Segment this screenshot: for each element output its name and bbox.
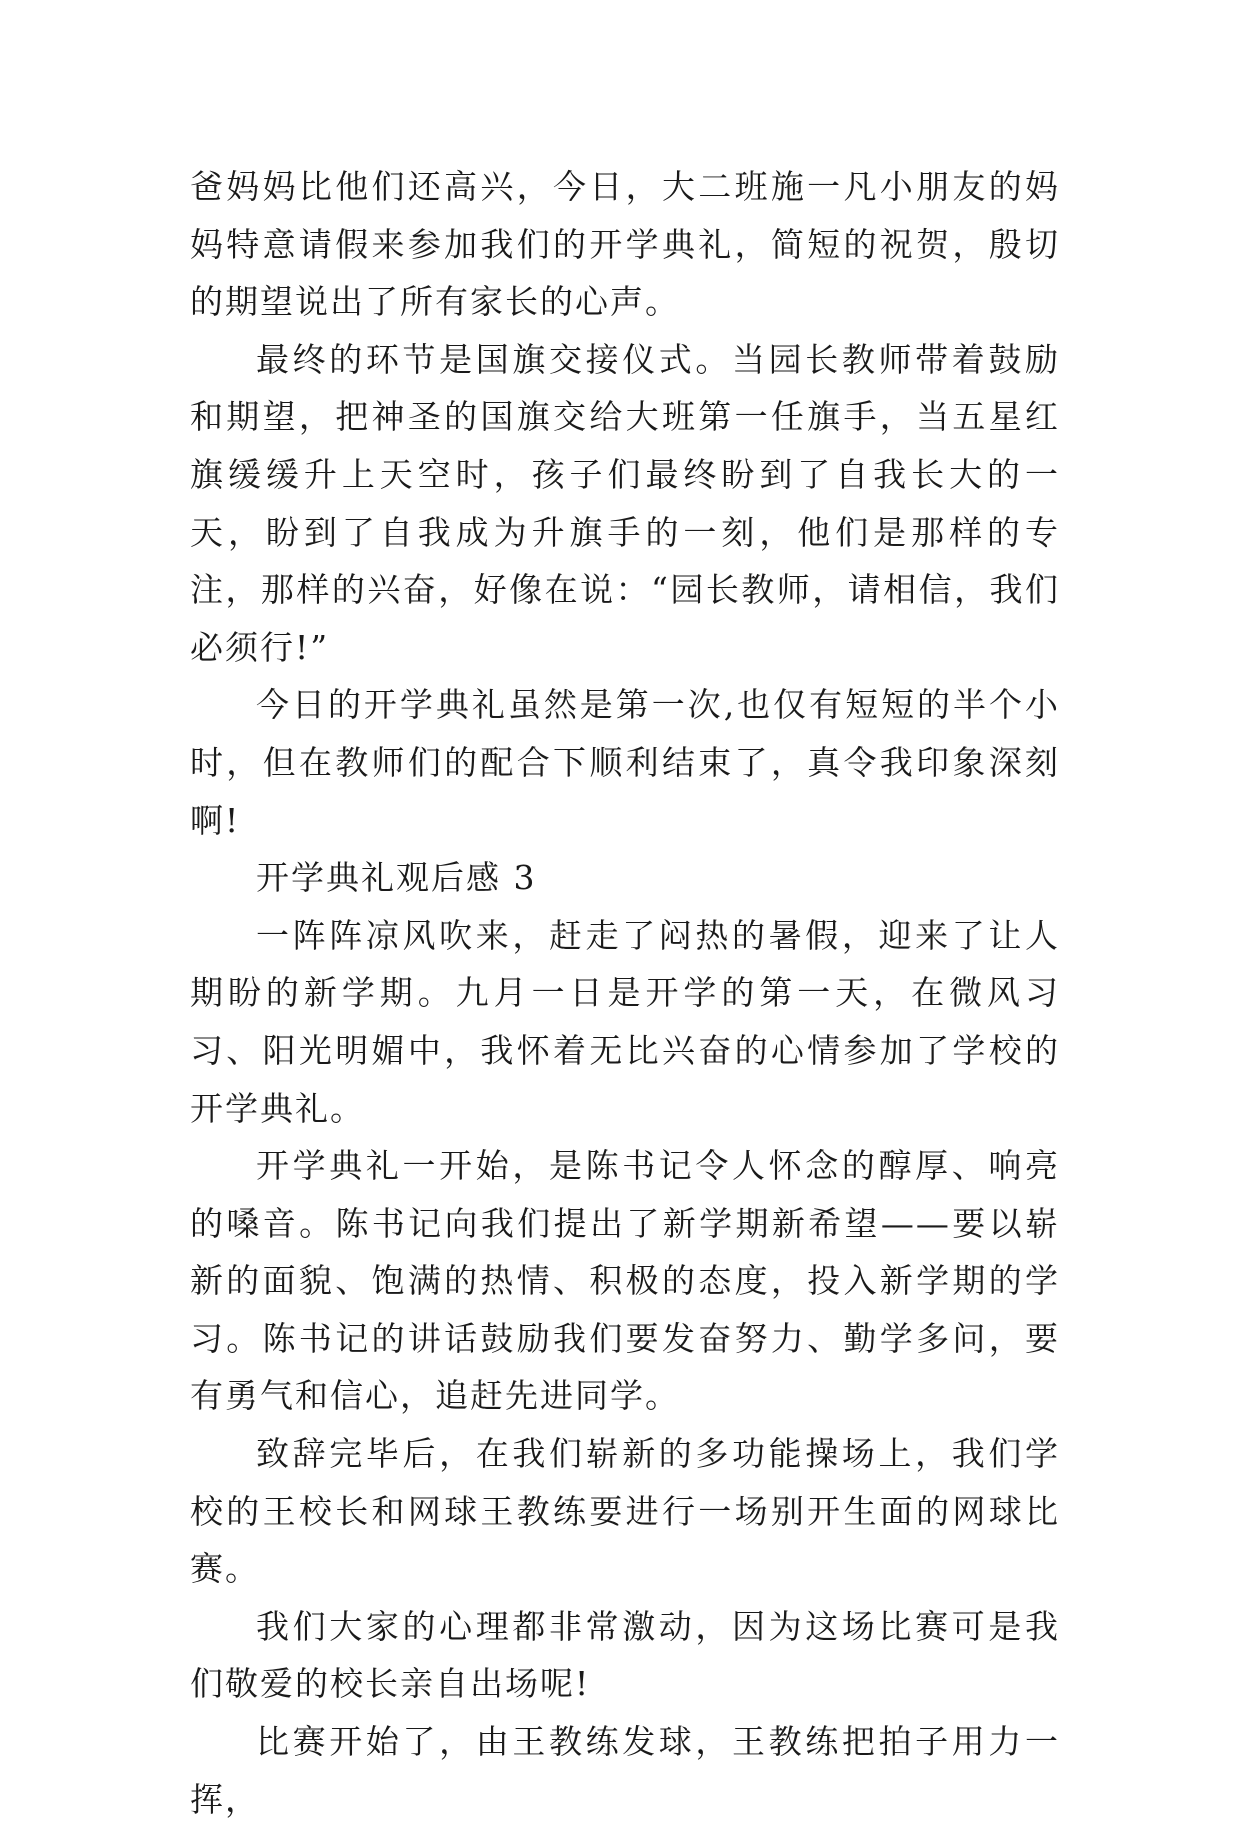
document-body [190, 158, 1060, 1828]
paragraph-tennis-match: 致辞完毕后，在我们崭新的多功能操场上，我们学校的王校长和网球王教练要进行一场别开生面的网球比赛。 [190, 1434, 1060, 1589]
paragraph-match-start: 比赛开始了，由王教练发球，王教练把拍子用力一挥， [190, 1722, 1060, 1819]
section-heading: 开学典礼观后感 3 [256, 858, 537, 898]
paragraph-continuation: 爸妈妈比他们还高兴，今日，大二班施一凡小朋友的妈妈特意请假来参加我们的开学典礼，简短的祝贺，殷切的期望说出了所有家长的心声。 [190, 167, 1060, 322]
paragraph-excitement: 我们大家的心理都非常激动，因为这场比赛可是我们敬爱的校长亲自出场呢! [190, 1606, 1060, 1704]
paragraph-ceremony-end: 今日的开学典礼虽然是第一次,也仅有短短的半个小时，但在教师们的配合下顺利结束了，真令我印象深刻啊! [190, 685, 1060, 840]
paragraph-new-term: 一阵阵凉风吹来，赶走了闷热的暑假，迎来了让人期盼的新学期。九月一日是开学的第一天，在微风习习、阳光明媚中，我怀着无比兴奋的心情参加了学校的开学典礼。 [190, 915, 1060, 1128]
paragraph-secretary-speech: 开学典礼一开始，是陈书记令人怀念的醇厚、响亮的嗓音。陈书记向我们提出了新学期新希望——要以崭新的面貌、饱满的热情、积极的态度，投入新学期的学习。陈书记的讲话鼓励我们要发奋努力、勤学多问，要有勇气和信心，追赶先进同学。 [190, 1146, 1060, 1416]
paragraph-flag-ceremony: 最终的环节是国旗交接仪式。当园长教师带着鼓励和期望，把神圣的国旗交给大班第一任旗手，当五星红旗缓缓升上天空时，孩子们最终盼到了自我长大的一天，盼到了自我成为升旗手的一刻，他们是那样的专注，那样的兴奋，好像在说：“园长教师，请相信，我们必须行!” [190, 339, 1060, 667]
